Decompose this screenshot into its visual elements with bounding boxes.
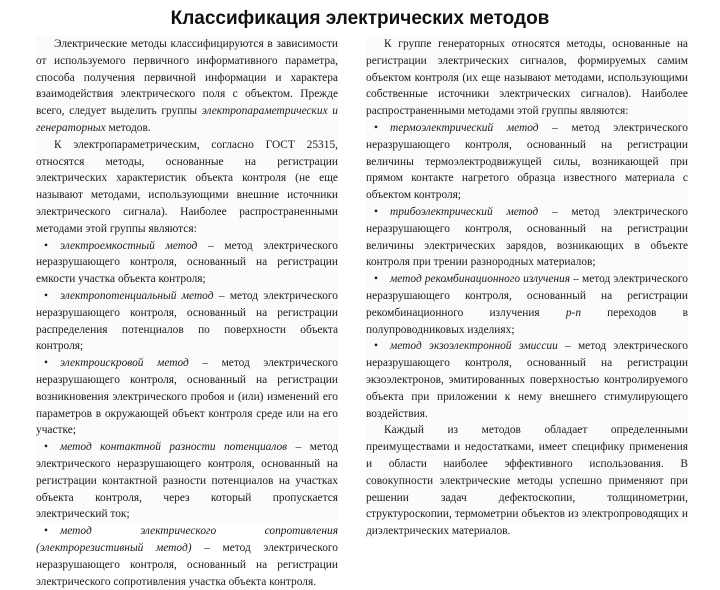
method-description: – метод электрического неразрушающего контроля, основанный на регистрации возникновения электрического пробоя и (или) изменений его параметров в окружающей объект контроля среде или на его участке; [36,357,338,437]
right-column [366,36,688,538]
page-title: Классификация электрических методов [170,8,550,29]
list-item [366,120,688,204]
method-name: электроискровой метод [60,357,189,370]
list-item [366,204,688,271]
method-description-tail: переходов в полупроводниковых изделиях; [366,306,688,336]
list-item [366,338,688,422]
bullet-icon [366,120,390,137]
method-name: трибоэлектрический метод [390,205,539,218]
bullet-icon [366,204,390,221]
method-description: – метод электрического неразрушающего контроля, основанный на регистрации экзоэлектронов, эмитированных поверхностью контролируемого объекта при приложении к нему внешнего стимулирующего воздействия. [366,340,688,420]
method-name: метод электрического сопротивления (электрорезистивный метод) [36,525,338,554]
bullet-icon [36,355,60,372]
generator-paragraph: К группе генераторных относятся методы, основанные на регистрации электрических сигналов, формируемых самим объектом контроля (их еще называют методами, использующими собственные источники электрических сигналов). Наиболее распространенными методами этой группы являются: [366,38,688,118]
method-name: электроемкостный метод [60,239,198,252]
electroparametric-paragraph: К электропараметрическим, согласно ГОСТ 25315, относятся методы, основанные на регистрации электрических характеристик объекта контроля (не еще называют методами, использующими внешние источники электрического сигнала). Наиболее распространенными методами этой группы являются: [36,138,338,235]
list-item [36,439,338,523]
conclusion-paragraph: Каждый из методов обладает определенными преимуществами и недостатками, имеет специфику применения и области наиболее эффективного использования. В совокупности электрические методы успешно применяют при решении задач дефектоскопии, толщинометрии, структуроскопии, термометрии объектов из электропроводящих и диэлектрических материалов. [366,424,688,538]
bullet-icon [366,338,390,355]
list-item [366,271,688,338]
list-item [36,238,338,288]
bullet-icon [36,523,60,540]
list-item [36,523,338,590]
bullet-icon [36,288,60,305]
method-description: – метод электрического неразрушающего контроля, основанный на регистрации рекомбинационного излучения [366,273,688,319]
list-item [36,288,338,355]
method-description: – метод электрического неразрушающего контроля, основанный на регистрации электрического сопротивления участка объекта контроля. [36,541,338,588]
method-name: электропотенциальный метод [60,289,214,302]
method-name: метод экзоэлектронной эмиссии [390,340,558,353]
intro-tail: методов. [108,121,151,134]
bullet-icon [36,238,60,255]
method-name: термоэлектрический метод [390,121,539,134]
intro-text: Электрические методы классифицируются в зависимости от используемого первичного информативного параметра, способа получения первичной информации и характера взаимодействия электрического поля с объектом. Прежде всего, следует выделить группы [36,38,338,118]
bullet-icon [36,439,60,456]
intro-emphasis: электропараметрических и генераторных [36,105,338,134]
method-description: – метод электрического неразрушающего контроля, основанный на регистрации величины термоэлектродвижущей силы, возникающей при прямом контакте нагретого образца известного материала с объектом контроля; [366,121,688,202]
method-description: – метод электрического неразрушающего контроля, основанный на регистрации распределения потенциалов по поверхности объекта контроля; [36,289,338,353]
method-description: – метод электрического неразрушающего контроля, основанный на регистрации величины электрических зарядов, возникающих в объекте контроля при трении разнородных материалов; [366,205,688,269]
bullet-icon [366,271,390,288]
method-description: – метод электрического неразрушающего контроля, основанный на регистрации емкости участка объекта контроля; [36,239,338,286]
method-name: метод рекомбинационного излучения [390,273,571,286]
method-name: метод контактной разности потенциалов [60,441,288,454]
left-column [36,36,338,588]
method-description: – метод электрического неразрушающего контроля, основанный на регистрации контактной разности потенциалов на участках объекта контроля, через который пропускается электрический ток; [36,441,338,521]
intro-paragraph [36,36,338,137]
pn-junction-term: p-n [565,306,582,319]
list-item [36,355,338,439]
